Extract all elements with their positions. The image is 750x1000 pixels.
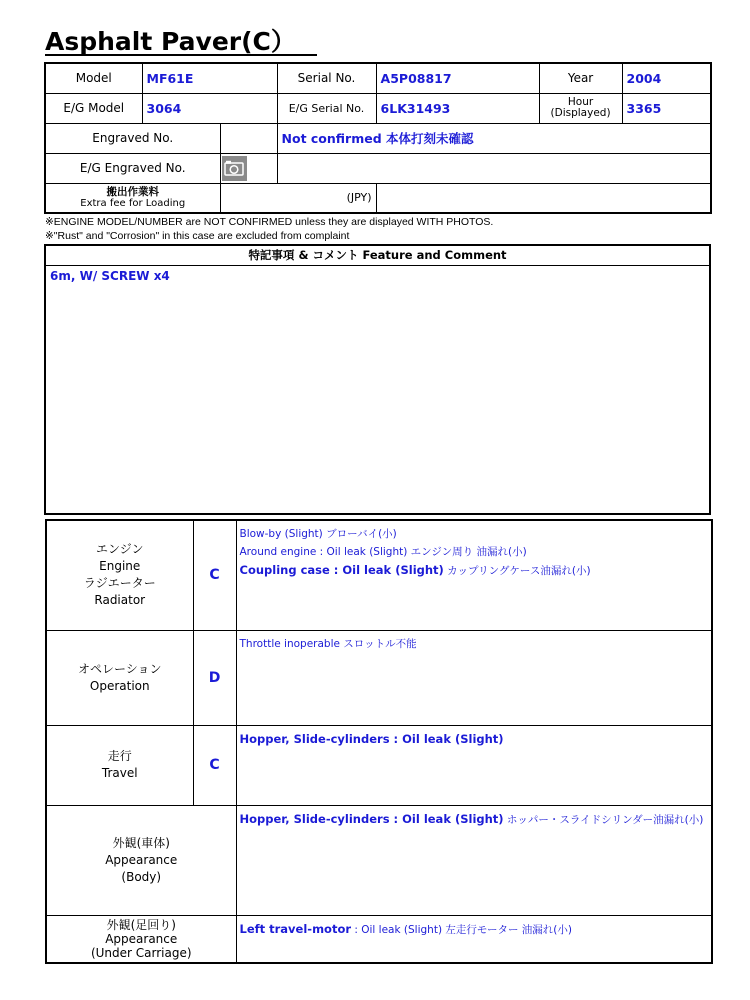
feature-comment-header: 特記事項 & コメント Feature and Comment bbox=[46, 246, 709, 266]
extra-fee-value bbox=[376, 183, 711, 213]
engraved-empty-cell bbox=[220, 123, 277, 153]
condition-table bbox=[45, 519, 713, 964]
travel-label-jp: 走行 bbox=[107, 749, 132, 763]
feature-comment-box bbox=[44, 244, 711, 515]
machine-info-table bbox=[44, 62, 712, 214]
undercarriage-comment-1-main: Left travel-motor bbox=[239, 921, 352, 936]
photo-cell[interactable] bbox=[220, 153, 277, 183]
travel-category bbox=[46, 725, 193, 805]
travel-comment-1: Hopper, Slide-cylinders : Oil leak (Slight) bbox=[239, 731, 504, 746]
hour-label-line2: (Displayed) bbox=[550, 107, 611, 119]
undercarriage-label-sub: (Under Carriage) bbox=[90, 945, 192, 960]
operation-comments bbox=[236, 630, 712, 725]
page-title: Asphalt Paver(C） bbox=[45, 28, 317, 56]
serial-label: Serial No. bbox=[277, 63, 376, 93]
eg-model-value: 3064 bbox=[142, 93, 277, 123]
travel-grade: C bbox=[193, 725, 236, 805]
operation-label-en: Operation bbox=[89, 678, 150, 693]
engine-comment-3-main: Coupling case : Oil leak (Slight) bbox=[239, 563, 444, 577]
extra-fee-label-jp: 搬出作業料 bbox=[106, 185, 159, 198]
appearance-body-comment-1-jp: ホッパー・スライドシリンダー油漏れ(小) bbox=[503, 813, 704, 826]
travel-label-en: Travel bbox=[101, 766, 138, 780]
engine-comment-3 bbox=[240, 561, 712, 580]
engine-comments bbox=[236, 520, 712, 630]
engraved-value: Not confirmed 本体打刻未確認 bbox=[277, 123, 711, 153]
hour-label-line1: Hour bbox=[567, 96, 594, 108]
appearance-body-label-jp: 外観(車体) bbox=[112, 835, 170, 850]
appearance-body-comment-1-main: Hopper, Slide-cylinders : Oil leak (Slight) bbox=[239, 811, 504, 826]
appearance-body-category bbox=[46, 805, 236, 915]
undercarriage-label-jp: 外観(足回り) bbox=[106, 917, 176, 932]
travel-comments bbox=[236, 725, 712, 805]
year-label: Year bbox=[539, 63, 622, 93]
year-value: 2004 bbox=[622, 63, 711, 93]
engraved-label: Engraved No. bbox=[45, 123, 220, 153]
camera-icon[interactable] bbox=[222, 156, 247, 181]
undercarriage-label-en: Appearance bbox=[105, 931, 178, 946]
eg-serial-label: E/G Serial No. bbox=[277, 93, 376, 123]
operation-label-jp: オペレーション bbox=[77, 661, 162, 676]
note-engine-unconfirmed: ※ENGINE MODEL/NUMBER are NOT CONFIRMED unless they are displayed WITH PHOTOS. bbox=[45, 216, 494, 228]
operation-comment-1: Throttle inoperable スロットル不能 bbox=[239, 637, 417, 650]
extra-fee-label bbox=[45, 183, 220, 213]
operation-category bbox=[46, 630, 193, 725]
engine-category bbox=[46, 520, 193, 630]
model-value: MF61E bbox=[142, 63, 277, 93]
undercarriage-comment-1-rest: : Oil leak (Slight) 左走行モーター 油漏れ(小) bbox=[351, 923, 572, 936]
engine-comment-3-jp: カップリングケース油漏れ(小) bbox=[443, 565, 591, 577]
hour-label bbox=[539, 93, 622, 123]
note-rust-excluded: ※"Rust" and "Corrosion" in this case are excluded from complaint bbox=[45, 230, 350, 242]
engine-label-jp: エンジン bbox=[96, 542, 144, 557]
radiator-label-en: Radiator bbox=[94, 593, 146, 608]
engine-grade: C bbox=[193, 520, 236, 630]
engine-comment-1: Blow-by (Slight) ブローバイ(小) bbox=[239, 528, 397, 540]
operation-grade: D bbox=[193, 630, 236, 725]
extra-fee-unit: (JPY) bbox=[220, 183, 376, 213]
hour-value: 3365 bbox=[622, 93, 711, 123]
extra-fee-label-en: Extra fee for Loading bbox=[80, 197, 186, 209]
eg-serial-value: 6LK31493 bbox=[376, 93, 539, 123]
appearance-body-label-en: Appearance bbox=[105, 852, 178, 867]
engine-comment-2: Around engine : Oil leak (Slight) エンジン周り 油漏れ(小) bbox=[239, 546, 527, 558]
undercarriage-category bbox=[46, 915, 236, 963]
eg-engraved-label: E/G Engraved No. bbox=[45, 153, 220, 183]
eg-model-label: E/G Model bbox=[45, 93, 142, 123]
appearance-body-comments bbox=[236, 805, 712, 915]
feature-comment-text: 6m, W/ SCREW x4 bbox=[50, 269, 170, 283]
appearance-body-label-sub: (Body) bbox=[121, 869, 162, 884]
undercarriage-comment-1 bbox=[240, 920, 712, 939]
undercarriage-comments bbox=[236, 915, 712, 963]
radiator-label-jp: ラジエーター bbox=[83, 576, 156, 591]
model-label: Model bbox=[45, 63, 142, 93]
appearance-body-comment-1 bbox=[240, 810, 712, 829]
engine-label-en: Engine bbox=[99, 559, 141, 574]
serial-value: A5P08817 bbox=[376, 63, 539, 93]
eg-engraved-value bbox=[277, 153, 711, 183]
